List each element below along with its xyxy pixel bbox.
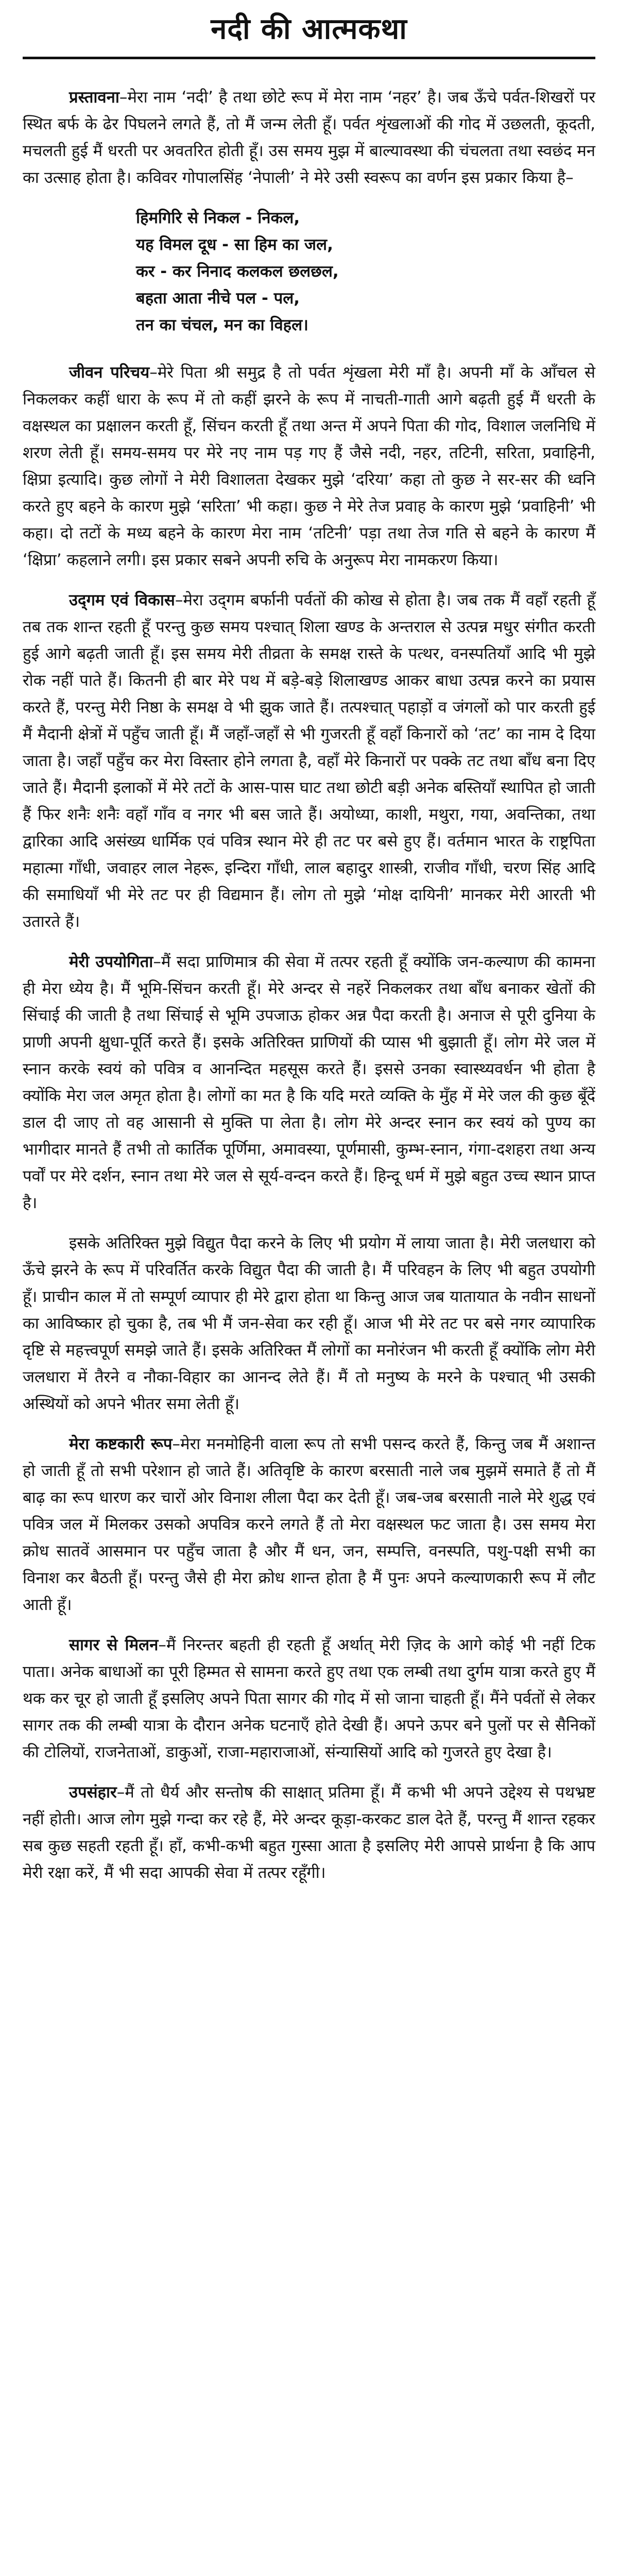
- essay-body: [23, 84, 595, 1886]
- paragraph-text: –मेरा उद्‌गम बर्फानी पर्वतों की कोख से होता है। जब तक मैं वहाँ रहती हूँ तब तक शान्त रहती हूँ परन्तु कुछ समय पश्चात्‌ शिला खण्ड के अन्तराल से उत्पन्न मधुर संगीत करती हुई आगे बढ़ती जाती हूँ। इस समय मेरी तीव्रता के समक्ष रास्ते के पत्थर, वनस्पतियाँ आदि भी मुझे रोक नहीं पाते हैं। कितनी ही बार मेरे पथ में बड़े-बड़े शिलाखण्ड आकर बाधा उत्पन्न करने का प्रयास करते हैं, परन्तु मेरी निष्ठा के समक्ष वे भी झुक जाते हैं। तत्पश्चात्‌ पहाड़ों व जंगलों को पार करती हुई मैं मैदानी क्षेत्रों में पहुँच जाती हूँ। मैं जहाँ-जहाँ से भी गुजरती हूँ वहाँ किनारों को ‘तट’ का नाम दे दिया जाता है। जहाँ पहुँच कर मेरा विस्तार होने लगता है, वहाँ मेरे किनारों पर पक्के तट तथा बाँध बना दिए जाते हैं। मैदानी इलाकों में मेरे तटों के आस-पास घाट तथा छोटी बड़ी अनेक बस्तियाँ स्थापित हो जाती हैं फिर शनैः शनैः वहाँ गाँव व नगर भी बस जाते हैं। अयोध्या, काशी, मथुरा, गया, अवन्तिका, तथा द्वारिका आदि असंख्य धार्मिक एवं पवित्र स्थान मेरे ही तट पर बसे हुए हैं। वर्तमान भारत के राष्ट्रपिता महात्मा गाँधी, जवाहर लाल नेहरू, इन्दिरा गाँधी, लाल बहादुर शास्त्री, राजीव गाँधी, चरण सिंह आदि की समाधियाँ भी मेरे तट पर ही विद्यमान हैं। लोग तो मुझे ‘मोक्ष दायिनी’ मानकर मेरी आरती भी उतारते हैं।: [23, 591, 595, 931]
- usefulness-continued-paragraph: [23, 1230, 595, 1417]
- poem-block: [136, 205, 595, 338]
- paragraph-text: –मेरा मनमोहिनी वाला रूप तो सभी पसन्द करते हैं, किन्तु जब मैं अशान्त हो जाती हूँ तो सभी परेशान हो जाते हैं। अतिवृष्टि के कारण बरसाती नाले जब मुझमें समाते हैं तो मैं बाढ़ का रूप धारण कर चारों ओर विनाश लीला पैदा कर देती हूँ। जब-जब बरसाती नाले मेरे शुद्ध एवं पवित्र जल में मिलकर उसको अपवित्र करने लगते हैं तो मेरा वक्षस्थल फट जाता है। उस समय मेरा क्रोध सातवें आसमान पर पहुँच जाता है और मैं धन, जन, सम्पत्ति, वनस्पति, पशु-पक्षी सभी का विनाश कर बैठती हूँ। परन्तु जैसे ही मेरा क्रोध शान्त होता है मैं पुनः अपने कल्याणकारी रूप में लौट आती हूँ।: [23, 1435, 595, 1614]
- paragraph-heading: मेरा कष्टकारी रूप: [69, 1435, 173, 1453]
- meeting-sea-paragraph: [23, 1632, 595, 1766]
- paragraph-text: –मेरा नाम ‘नदी’ है तथा छोटे रूप में मेरा नाम ‘नहर’ है। जब ऊँचे पर्वत-शिखरों पर स्थित बर्फ के ढेर पिघलने लगते हैं, तो मैं जन्म लेती हूँ। पर्वत शृंखलाओं की गोद में उछलती, कूदती, मचलती हुई मैं धरती पर अवतरित होती हूँ। उस समय मुझ में बाल्यावस्था की चंचलता तथा स्वछंद मन का उत्साह होता है। कविवर गोपालसिंह ‘नेपाली’ ने मेरे उसी स्वरूप का वर्णन इस प्रकार किया है–: [23, 88, 595, 187]
- paragraph-text: –मेरे पिता श्री समुद्र है तो पर्वत शृंखला मेरी माँ है। अपनी माँ के आँचल से निकलकर कहीं धारा के रूप में तो कहीं झरने के रूप में नाचती-गाती आगे बढ़ती हुई मैं धरती के वक्षस्थल का प्रक्षालन करती हूँ, सिंचन करती हूँ तथा अन्त में अपने पिता की गोद, विशाल जलनिधि में शरण लेती हूँ। समय-समय पर मेरे नए नाम पड़ गए हैं जैसे नदी, नहर, तटिनी, सरिता, प्रवाहिनी, क्षिप्रा इत्यादि। कुछ लोगों ने मेरी विशालता देखकर मुझे ‘दरिया’ कहा तो कुछ ने सर-सर की ध्वनि करते हुए बहने के कारण मुझे ‘सरिता’ भी कहा। कुछ ने मेरे तेज प्रवाह के कारण मुझे ‘प्रवाहिनी’ भी कहा। दो तटों के मध्य बहने के कारण मेरा नाम ‘तटिनी’ पड़ा तथा तेज गति से बहने के कारण मैं ‘क्षिप्रा’ कहलाने लगी। इस प्रकार सबने अपनी रुचि के अनुरूप मेरा नामकरण किया।: [23, 363, 596, 569]
- life-intro-paragraph: [23, 359, 595, 573]
- usefulness-paragraph: [23, 948, 595, 1216]
- poem-line: कर - कर निनाद कलकल छलछल,: [136, 262, 339, 281]
- destructive-form-paragraph: [23, 1431, 595, 1618]
- title-divider: [23, 57, 595, 59]
- paragraph-heading: सागर से मिलन: [69, 1636, 159, 1654]
- paragraph-text: –मैं सदा प्राणिमात्र की सेवा में तत्पर रहती हूँ क्योंकि जन-कल्याण की कामना ही मेरा ध्येय है। मैं भूमि-सिंचन करती हूँ। मेरे अन्दर से नहरें निकलकर तथा बाँध बनाकर खेतों की सिंचाई की जाती है तथा सिंचाई से भूमि उपजाऊ होकर अन्न पैदा करती है। अनाज से पूरी दुनिया के प्राणी अपनी क्षुधा-पूर्ति करते हैं। इसके अतिरिक्त प्राणियों की प्यास भी बुझाती हूँ। लोग मेरे जल में स्नान करके स्वयं को पवित्र व आनन्दित महसूस करते हैं। इससे उनका स्वास्थ्यवर्धन भी होता है क्योंकि मेरा जल अमृत होता है। लोगों का मत है कि यदि मरते व्यक्ति के मुँह में मेरे जल की कुछ बूँदें डाल दी जाए तो वह आसानी से मुक्ति पा लेता है। लोग मेरे अन्दर स्नान कर स्वयं को पुण्य का भागीदार मानते हैं तभी तो कार्तिक पूर्णिमा, अमावस्या, पूर्णमासी, कुम्भ-स्नान, गंगा-दशहरा तथा अन्य पर्वों पर मेरे दर्शन, स्नान तथा मेरे जल से सूर्य-वन्दन करते हैं। हिन्दू धर्म में मुझे बहुत उच्च स्थान प्राप्त है।: [23, 953, 595, 1212]
- poem-line: बहता आता नीचे पल - पल,: [136, 289, 300, 308]
- paragraph-heading: उपसंहार: [69, 1783, 117, 1802]
- intro-paragraph: [23, 84, 595, 191]
- paragraph-heading: प्रस्तावना: [69, 88, 119, 107]
- paragraph-text: –मैं निरन्तर बहती ही रहती हूँ अर्थात्‌ मेरी ज़िद के आगे कोई भी नहीं टिक पाता। अनेक बाधाओं का पूरी हिम्मत से सामना करते हुए तथा एक लम्बी तथा दुर्गम यात्रा करते हुए मैं थक कर चूर हो जाती हूँ इसलिए अपने पिता सागर की गोद में सो जाना चाहती हूँ। मैंने पर्वतों से लेकर सागर तक की लम्बी यात्रा के दौरान अनेक घटनाएँ होते देखी हैं। अपने ऊपर बने पुलों पर से सैनिकों की टोलियों, राजनेताओं, डाकुओं, राजा-महाराजाओं, संन्यासियों आदि को गुजरते हुए देखा है।: [23, 1636, 595, 1761]
- paragraph-heading: उद्‌गम एवं विकास: [69, 591, 175, 609]
- title-area: [23, 0, 595, 57]
- origin-paragraph: [23, 587, 595, 935]
- poem-line: हिमगिरि से निकल - निकल,: [136, 209, 300, 227]
- paragraph-heading: जीवन परिचय: [69, 363, 150, 382]
- paragraph-heading: मेरी उपयोगिता: [69, 953, 153, 971]
- poem-line: यह विमल दूध - सा हिम का जल,: [136, 235, 333, 254]
- paragraph-text: –मैं तो धैर्य और सन्तोष की साक्षात्‌ प्रतिमा हूँ। मैं कभी भी अपने उद्देश्य से पथभ्रष्ट नहीं होती। आज लोग मुझे गन्दा कर रहे हैं, मेरे अन्दर कूड़ा-करकट डाल देते हैं, परन्तु मैं शान्त रहकर सब कुछ सहती रहती हूँ। हाँ, कभी-कभी बहुत गुस्सा आता है इसलिए मेरी आपसे प्रार्थना है कि आप मेरी रक्षा करें, मैं भी सदा आपकी सेवा में तत्पर रहूँगी।: [23, 1783, 595, 1882]
- page-title: नदी की आत्मकथा: [211, 12, 407, 46]
- poem-line: तन का चंचल, मन का विहल।: [136, 316, 308, 334]
- paragraph-text: इसके अतिरिक्त मुझे विद्युत पैदा करने के लिए भी प्रयोग में लाया जाता है। मेरी जलधारा को ऊँचे झरने के रूप में परिवर्तित करके विद्युत पैदा की जाती है। मैं परिवहन के लिए भी बहुत उपयोगी हूँ। प्राचीन काल में तो सम्पूर्ण व्यापार ही मेरे द्वारा होता था किन्तु आज जब यातायात के नवीन साधनों का आविष्कार हो चुका है, तब भी मैं जन-सेवा कर रही हूँ। आज भी मेरे तट पर बसे नगर व्यापारिक दृष्टि से महत्त्वपूर्ण समझे जाते हैं। इसके अतिरिक्त मैं लोगों का मनोरंजन भी करती हूँ क्योंकि लोग मेरी जलधारा में तैरने व नौका-विहार का आनन्द लेते हैं। मैं तो मनुष्य के मरने के पश्चात्‌ भी उसकी अस्थियों को अपने भीतर समा लेती हूँ।: [23, 1234, 595, 1413]
- conclusion-paragraph: [23, 1779, 595, 1886]
